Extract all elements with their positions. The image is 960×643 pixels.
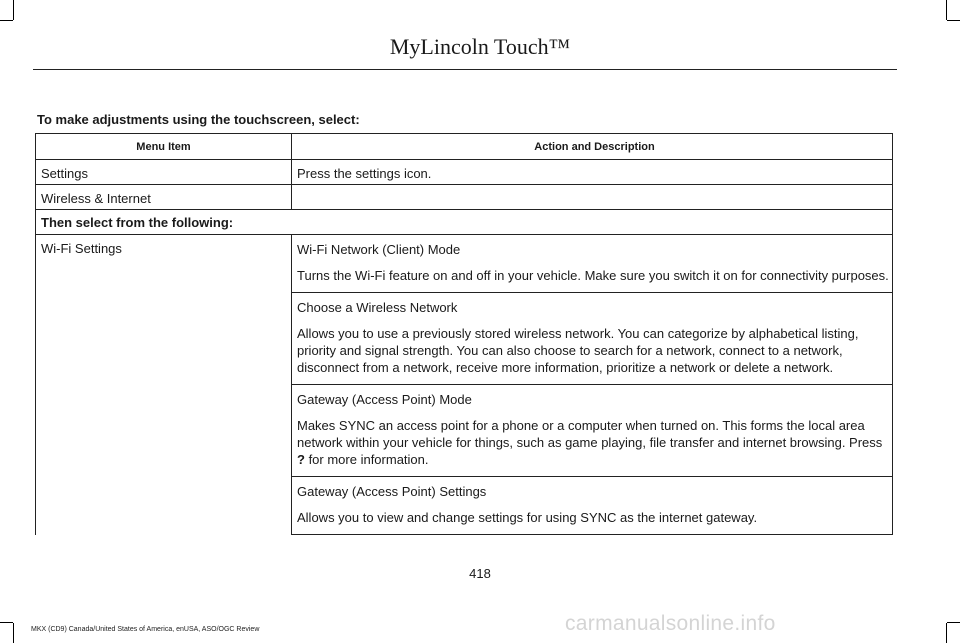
crop-mark: [946, 0, 947, 20]
table-row: [36, 293, 893, 385]
crop-mark: [13, 623, 14, 643]
empty-cell: [36, 385, 292, 477]
menu-item-wireless: Wireless & Internet: [36, 185, 292, 210]
crop-mark: [0, 622, 13, 623]
description-text: for more information.: [304, 452, 429, 467]
table-row: [36, 185, 893, 210]
menu-item-wifi-settings: Wi-Fi Settings: [36, 235, 292, 293]
option-description: Allows you to view and change settings for using SYNC as the internet gateway.: [297, 510, 758, 525]
option-gateway-mode: [292, 385, 893, 477]
page-title: MyLincoln Touch™: [389, 34, 571, 59]
empty-cell: [36, 477, 292, 535]
header-divider: [33, 69, 897, 70]
table-span-row: [36, 210, 893, 235]
option-description: Allows you to use a previously stored wireless network. You can categorize by alphabetical listing, priority and signal strength. You can also choose to search for a network, connect to a network, disconnect from a network, receive more information, prioritize a network or delete a network.: [297, 326, 859, 375]
table-header-row: [36, 134, 893, 160]
option-title: Gateway (Access Point) Mode: [297, 392, 472, 407]
table-row: [36, 235, 893, 293]
table-row: [36, 160, 893, 185]
crop-mark: [947, 622, 960, 623]
then-select-label: Then select from the following:: [36, 210, 893, 235]
page-number: 418: [469, 566, 491, 581]
option-title: Gateway (Access Point) Settings: [297, 484, 487, 499]
crop-mark: [0, 20, 13, 21]
column-header-action: Action and Description: [292, 134, 893, 160]
crop-mark: [13, 0, 14, 20]
empty-cell: [36, 293, 292, 385]
crop-mark: [947, 20, 960, 21]
description-text: Makes SYNC an access point for a phone or a computer when turned on. This forms the local area network within your vehicle for things, such as game playing, file transfer and internet browsing. Press: [297, 418, 883, 450]
intro-text: To make adjustments using the touchscreen, select:: [37, 112, 360, 127]
action-settings: Press the settings icon.: [292, 160, 893, 185]
option-gateway-settings: [292, 477, 893, 535]
table-row: [36, 477, 893, 535]
footer-text: MKX (CD9) Canada/United States of America, enUSA, ASO/OGC Review: [31, 626, 260, 633]
crop-mark: [946, 623, 947, 643]
watermark: carmanualsonline.info: [565, 612, 776, 635]
menu-item-settings: Settings: [36, 160, 292, 185]
action-wireless: [292, 185, 893, 210]
option-description: [297, 417, 892, 468]
option-description: Turns the Wi-Fi feature on and off in your vehicle. Make sure you switch it on for connectivity purposes.: [297, 268, 889, 283]
option-title: Choose a Wireless Network: [297, 300, 458, 315]
settings-table: [35, 133, 893, 535]
column-header-menu-item: Menu Item: [36, 134, 292, 160]
option-client-mode: [292, 235, 893, 293]
help-symbol: ?: [297, 452, 305, 467]
table-row: [36, 385, 893, 477]
option-choose-network: [292, 293, 893, 385]
option-title: Wi-Fi Network (Client) Mode: [297, 242, 461, 257]
